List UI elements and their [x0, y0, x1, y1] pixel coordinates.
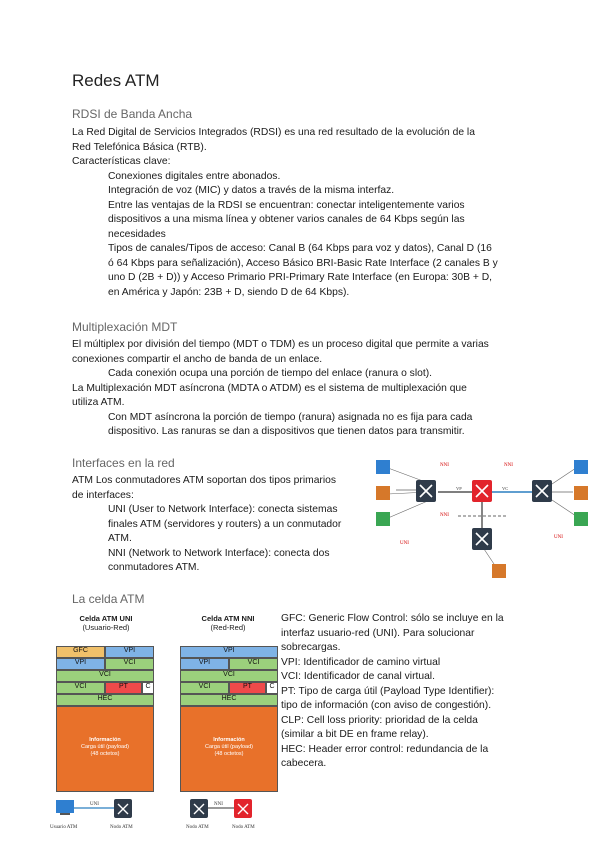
section-heading-interfaces: Interfaces en la red [72, 456, 175, 470]
nni-label: NNI [214, 802, 223, 807]
atm-switch-icon [532, 480, 552, 502]
nni-cell-title-line: Celda ATM NNI [201, 614, 255, 623]
cell-devices-diagram [50, 796, 280, 836]
uni-cell-title [58, 614, 154, 632]
interfaces-line: de interfaces: [72, 489, 134, 501]
atm-switch-icon [114, 799, 132, 818]
vci-field: VCI [56, 682, 105, 694]
interfaces-item: ATM. [108, 533, 132, 544]
section-heading-celda: La celda ATM [72, 592, 145, 606]
computer-icon [574, 460, 588, 474]
device-label: Usuario ATM [50, 825, 78, 830]
interfaces-text [72, 474, 341, 576]
clp-field: C [142, 682, 154, 694]
rdsi-intro-line: Red Telefónica Básica (RTB). [72, 141, 207, 153]
atm-switch-red-icon [234, 799, 252, 818]
interfaces-item: UNI (User to Network Interface): conecta sistemas [108, 504, 338, 515]
rdsi-item: dispositivos a una misma línea y obtener varios canales de 64 Kbps según las [108, 214, 465, 225]
celda-desc-line: PT: Tipo de carga útil (Payload Type Identifier): [281, 685, 495, 697]
atm-switch-icon [190, 799, 208, 818]
mdt-line: Con MDT asíncrona la porción de tiempo (ranura) asignada no es fija para cada [108, 411, 473, 423]
pt-field: PT [229, 682, 266, 694]
computer-icon [376, 460, 390, 474]
payload-label: Información [213, 737, 245, 743]
rdsi-item: en América y Japón: 23B + D, siendo D de 64 Kbps). [108, 286, 350, 298]
nni-label: NNI [440, 463, 449, 468]
vpi-field: VPI [180, 658, 229, 670]
computer-icon [376, 512, 390, 526]
rdsi-features-label: Características clave: [72, 156, 171, 167]
nni-cell-title-line: (Red-Red) [210, 623, 246, 632]
payload-label: Información [89, 737, 121, 743]
rdsi-item: ó 64 Kbps para señalización), Acceso Básico BRI-Basic Rate Interface (2 canales B y [108, 257, 498, 269]
rdsi-item: necesidades [108, 228, 166, 240]
payload-field [56, 706, 154, 792]
user-icon [574, 486, 588, 500]
uni-label: UNI [554, 535, 563, 540]
section-heading-rdsi: RDSI de Banda Ancha [72, 107, 193, 121]
vci-field: VCI [180, 670, 278, 682]
celda-desc-line: VPI: Identificador de camino virtual [281, 656, 441, 668]
mdt-line: dispositivo. Las ranuras se dan a dispositivos que tienen datos para transmitir. [108, 426, 465, 437]
mdt-line: conexiones compartir el ancho de banda de un enlace. [72, 353, 323, 365]
rdsi-text [72, 126, 498, 300]
network-diagram [368, 454, 598, 588]
vci-field: VCI [180, 682, 229, 694]
user-icon [492, 564, 506, 578]
uni-cell-title-line: Celda ATM UNI [79, 614, 133, 623]
vci-field: VCI [56, 670, 154, 682]
gfc-field: GFC [56, 646, 105, 658]
payload-label: Carga útil (payload) [205, 744, 253, 750]
rdsi-item: Integración de voz (MIC) y datos a través de la misma interfaz. [108, 185, 395, 196]
mdt-line: La Multiplexación MDT asíncrona (MDTA o ATDM) es el sistema de multiplexación que [72, 382, 467, 394]
vci-field: VCI [105, 658, 154, 670]
nni-label: NNI [504, 463, 513, 468]
mdt-text [72, 338, 489, 440]
celda-desc-line: HEC: Header error control: redundancia de la [281, 743, 489, 755]
hec-field: HEC [180, 694, 278, 706]
mdt-line: El múltiplex por división del tiempo (MDT o TDM) es un proceso digital que permite a varias [72, 339, 489, 350]
celda-desc-line: interfaz usuario-red (UNI). Para solucionar [281, 627, 475, 639]
payload-label: (48 octetos) [214, 751, 244, 757]
vpi-field: VPI [180, 646, 278, 658]
celda-desc-line: cabecera. [281, 758, 327, 769]
pt-field: PT [105, 682, 142, 694]
uni-cell-diagram [56, 640, 154, 820]
payload-label: (48 octetos) [90, 751, 120, 757]
vpi-field: VPI [105, 646, 154, 658]
interfaces-item: conmutadores ATM. [108, 562, 200, 573]
clp-field: C [266, 682, 278, 694]
interfaces-item: finales ATM (servidores y routers) a un conmutador [108, 518, 342, 530]
vp-label: VP [456, 486, 462, 491]
uni-cell-title-line: (Usuario-Red) [82, 623, 130, 632]
rdsi-item: Tipos de canales/Tipos de acceso: Canal B (64 Kbps para voz y datos), Canal D (16 [108, 243, 492, 254]
rdsi-intro-line: La Red Digital de Servicios Integrados (RDSI) es una red resultado de la evolución de la [72, 127, 475, 138]
celda-desc-line: sobrecargas. [281, 642, 341, 653]
mdt-line: Cada conexión ocupa una porción de tiempo del enlace (ranura o slot). [108, 368, 432, 379]
uni-label: UNI [90, 802, 99, 807]
celda-desc-line: (similar a bit DE en frame relay). [281, 729, 429, 740]
celda-desc-line: CLP: Cell loss priority: prioridad de la celda [281, 714, 478, 726]
atm-switch-icon [472, 528, 492, 550]
uni-label: UNI [400, 541, 409, 546]
user-icon [376, 486, 390, 500]
nni-cell-title [180, 614, 276, 632]
atm-switch-red-icon [472, 480, 492, 502]
rdsi-item: Conexiones digitales entre abonados. [108, 170, 281, 182]
hec-field: HEC [56, 694, 154, 706]
interfaces-line: ATM Los conmutadores ATM soportan dos tipos primarios [72, 475, 337, 486]
vpi-field: VPI [56, 658, 105, 670]
vci-field: VCI [229, 658, 278, 670]
computer-icon [574, 512, 588, 526]
celda-desc-line: VCI: Identificador de canal virtual. [281, 671, 435, 682]
payload-label: Carga útil (payload) [81, 744, 129, 750]
device-label: Nodo ATM [186, 825, 209, 830]
celda-desc-line: GFC: Generic Flow Control: sólo se incluye en la [281, 613, 504, 624]
mdt-line: utiliza ATM. [72, 397, 125, 408]
page-title: Redes ATM [72, 71, 160, 90]
nni-label: NNI [440, 513, 449, 518]
celda-description [281, 612, 504, 772]
celda-desc-line: tipo de información (con aviso de congestión). [281, 700, 492, 711]
device-label: Nodo ATM [110, 825, 133, 830]
interfaces-item: NNI (Network to Network Interface): conecta dos [108, 547, 330, 559]
vc-label: VC [502, 486, 509, 491]
atm-switch-icon [416, 480, 436, 502]
payload-field [180, 706, 278, 792]
rdsi-item: Entre las ventajas de la RDSI se encuentran: conectar inteligentemente varios [108, 199, 465, 211]
rdsi-item: uno D (2B + D)) y Acceso Primario PRI-Primary Rate Interface (en Europa: 30B + D, [108, 272, 492, 283]
computer-icon [56, 800, 74, 815]
link-line [388, 500, 430, 518]
nni-cell-diagram [180, 640, 278, 820]
device-label: Nodo ATM [232, 825, 255, 830]
section-heading-mdt: Multiplexación MDT [72, 320, 178, 334]
